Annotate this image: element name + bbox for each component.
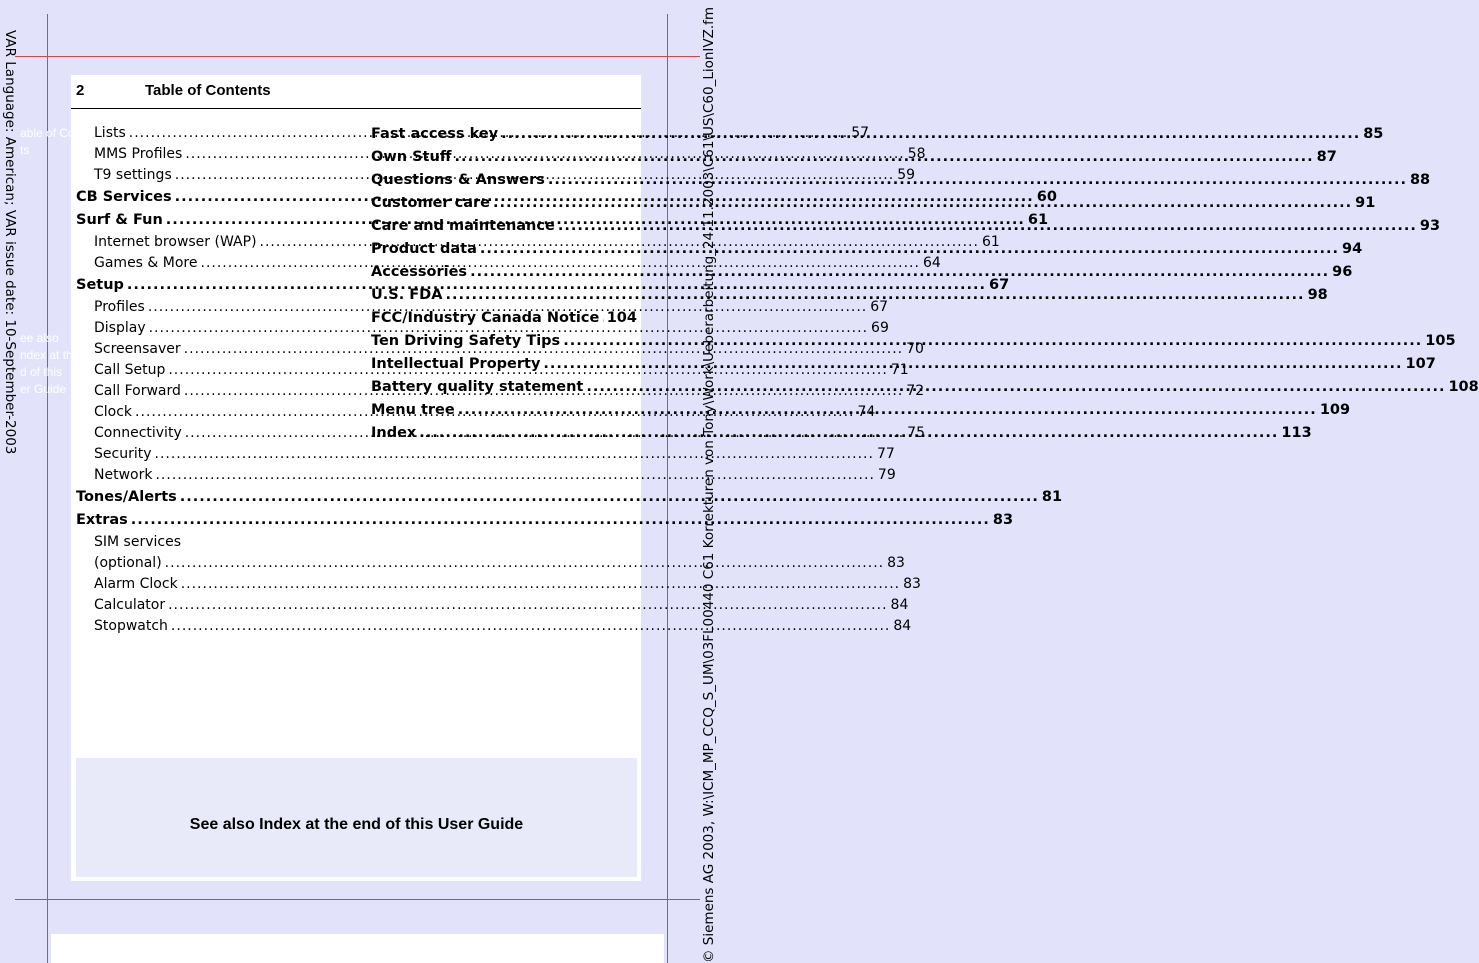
leader-dots bbox=[558, 215, 1417, 238]
leader-dots bbox=[419, 422, 1278, 445]
toc-entry-own-stuff[interactable]: Own Stuff ..... 87 bbox=[371, 146, 637, 169]
leader-dots bbox=[602, 307, 603, 330]
toc-entry-profiles[interactable]: Profiles ..... 67 bbox=[76, 297, 342, 318]
toc-entry-screensaver[interactable]: Screensaver ..... 70 bbox=[76, 339, 342, 360]
toc-entry-ten-driving-safety-tips[interactable]: Ten Driving Safety Tips ..... 105 bbox=[371, 330, 637, 353]
leader-dots bbox=[155, 444, 874, 465]
ghost-text-top: able of Con- ts bbox=[20, 126, 86, 157]
toc-entry-extras[interactable]: Extras ..... 83 bbox=[76, 509, 342, 532]
leader-dots bbox=[181, 574, 900, 595]
toc-entry-menu-tree[interactable]: Menu tree ..... 109 bbox=[371, 399, 637, 422]
toc-entry-cb-services[interactable]: CB Services ..... 60 bbox=[76, 186, 342, 209]
page-title: Table of Contents bbox=[145, 82, 271, 99]
leader-dots bbox=[493, 192, 1352, 215]
leader-dots bbox=[455, 146, 1314, 169]
toc-entry-security[interactable]: Security ..... 77 bbox=[76, 444, 342, 465]
leader-dots bbox=[458, 399, 1317, 422]
leader-dots bbox=[155, 465, 874, 486]
leader-dots bbox=[180, 486, 1039, 509]
toc-entry-tones-alerts[interactable]: Tones/Alerts ..... 81 bbox=[76, 486, 342, 509]
toc-entry-battery-quality-statement[interactable]: Battery quality statement ..... 108 bbox=[371, 376, 637, 399]
toc-entry-stopwatch[interactable]: Stopwatch ..... 84 bbox=[76, 616, 342, 637]
toc-entry-questions-answers[interactable]: Questions & Answers ..... 88 bbox=[371, 169, 637, 192]
margin-text-right: © Siemens AG 2003, W:\ICM_MP_CCQ_S_UM\03FL00440 C61 Korrekturen von Tony\Work\Ueberarbeitung_24.11.2003\C61\US\C60_LionIVZ.fm bbox=[701, 6, 717, 963]
header-rule bbox=[71, 108, 641, 109]
toc-entry-call-forward[interactable]: Call Forward ..... 72 bbox=[76, 381, 342, 402]
leader-dots bbox=[543, 353, 1402, 376]
margin-text-left: VAR Language: American; VAR issue date: 10-September-2003 bbox=[2, 30, 18, 455]
crop-line-bottom bbox=[15, 899, 700, 900]
toc-entry-accessories[interactable]: Accessories ..... 96 bbox=[371, 261, 637, 284]
toc-entry-call-setup[interactable]: Call Setup ..... 71 bbox=[76, 360, 342, 381]
leader-dots bbox=[501, 123, 1360, 146]
toc-entry-mms-profiles[interactable]: MMS Profiles ..... 58 bbox=[76, 144, 342, 165]
ghost-text-mid: ee also ndex at the d of this er Guide bbox=[20, 331, 80, 396]
leader-dots bbox=[131, 509, 990, 532]
leader-dots bbox=[480, 238, 1339, 261]
leader-dots bbox=[563, 330, 1422, 353]
toc-entry-setup[interactable]: Setup ..... 67 bbox=[76, 274, 342, 297]
toc-entry-display[interactable]: Display ..... 69 bbox=[76, 318, 342, 339]
leader-dots bbox=[586, 376, 1445, 399]
toc-entry-connectivity[interactable]: Connectivity ..... 75 bbox=[76, 423, 342, 444]
crop-line-top bbox=[15, 56, 700, 57]
leader-dots bbox=[168, 595, 887, 616]
toc-entry-alarm-clock[interactable]: Alarm Clock ..... 83 bbox=[76, 574, 342, 595]
leader-dots bbox=[165, 553, 884, 574]
leader-dots bbox=[445, 284, 1304, 307]
leader-dots bbox=[548, 169, 1407, 192]
toc-entry-index[interactable]: Index ..... 113 bbox=[371, 422, 637, 445]
toc-entry-sim-services-line1[interactable]: SIM services bbox=[94, 534, 181, 550]
toc-entry-network[interactable]: Network ..... 79 bbox=[76, 465, 342, 486]
toc-entry-internet-browser-wap[interactable]: Internet browser (WAP) ..... 61 bbox=[76, 232, 342, 253]
next-page-strip bbox=[51, 934, 664, 963]
toc-entry-calculator[interactable]: Calculator ..... 84 bbox=[76, 595, 342, 616]
leader-dots bbox=[171, 616, 890, 637]
toc-entry-fast-access-key[interactable]: Fast access key ..... 85 bbox=[371, 123, 637, 146]
toc-entry-sim-services[interactable]: (optional) ..... 83 bbox=[76, 553, 342, 574]
toc-entry-intellectual-property[interactable]: Intellectual Property ..... 107 bbox=[371, 353, 637, 376]
toc-entry-care-and-maintenance[interactable]: Care and maintenance ..... 93 bbox=[371, 215, 637, 238]
toc-entry-surf-fun[interactable]: Surf & Fun ..... 61 bbox=[76, 209, 342, 232]
page-number: 2 bbox=[76, 82, 85, 99]
toc-entry-product-data[interactable]: Product data ..... 94 bbox=[371, 238, 637, 261]
footer-note: See also Index at the end of this User Guide bbox=[189, 816, 524, 833]
toc-entry-lists[interactable]: Lists ..... 57 bbox=[76, 123, 342, 144]
toc-entry-t9-settings[interactable]: T9 settings ..... 59 bbox=[76, 165, 342, 186]
toc-entry-customer-care[interactable]: Customer care ..... 91 bbox=[371, 192, 637, 215]
toc-entry-fcc-industry-canada-notice[interactable]: FCC/Industry Canada Notice ..... 104 bbox=[371, 307, 637, 330]
footer-note-box bbox=[76, 758, 637, 877]
toc-entry-clock[interactable]: Clock ..... 74 bbox=[76, 402, 342, 423]
toc-entry-games-more[interactable]: Games & More ..... 64 bbox=[76, 253, 342, 274]
toc-entry-u-s-fda[interactable]: U.S. FDA ..... 98 bbox=[371, 284, 637, 307]
leader-dots bbox=[470, 261, 1329, 284]
